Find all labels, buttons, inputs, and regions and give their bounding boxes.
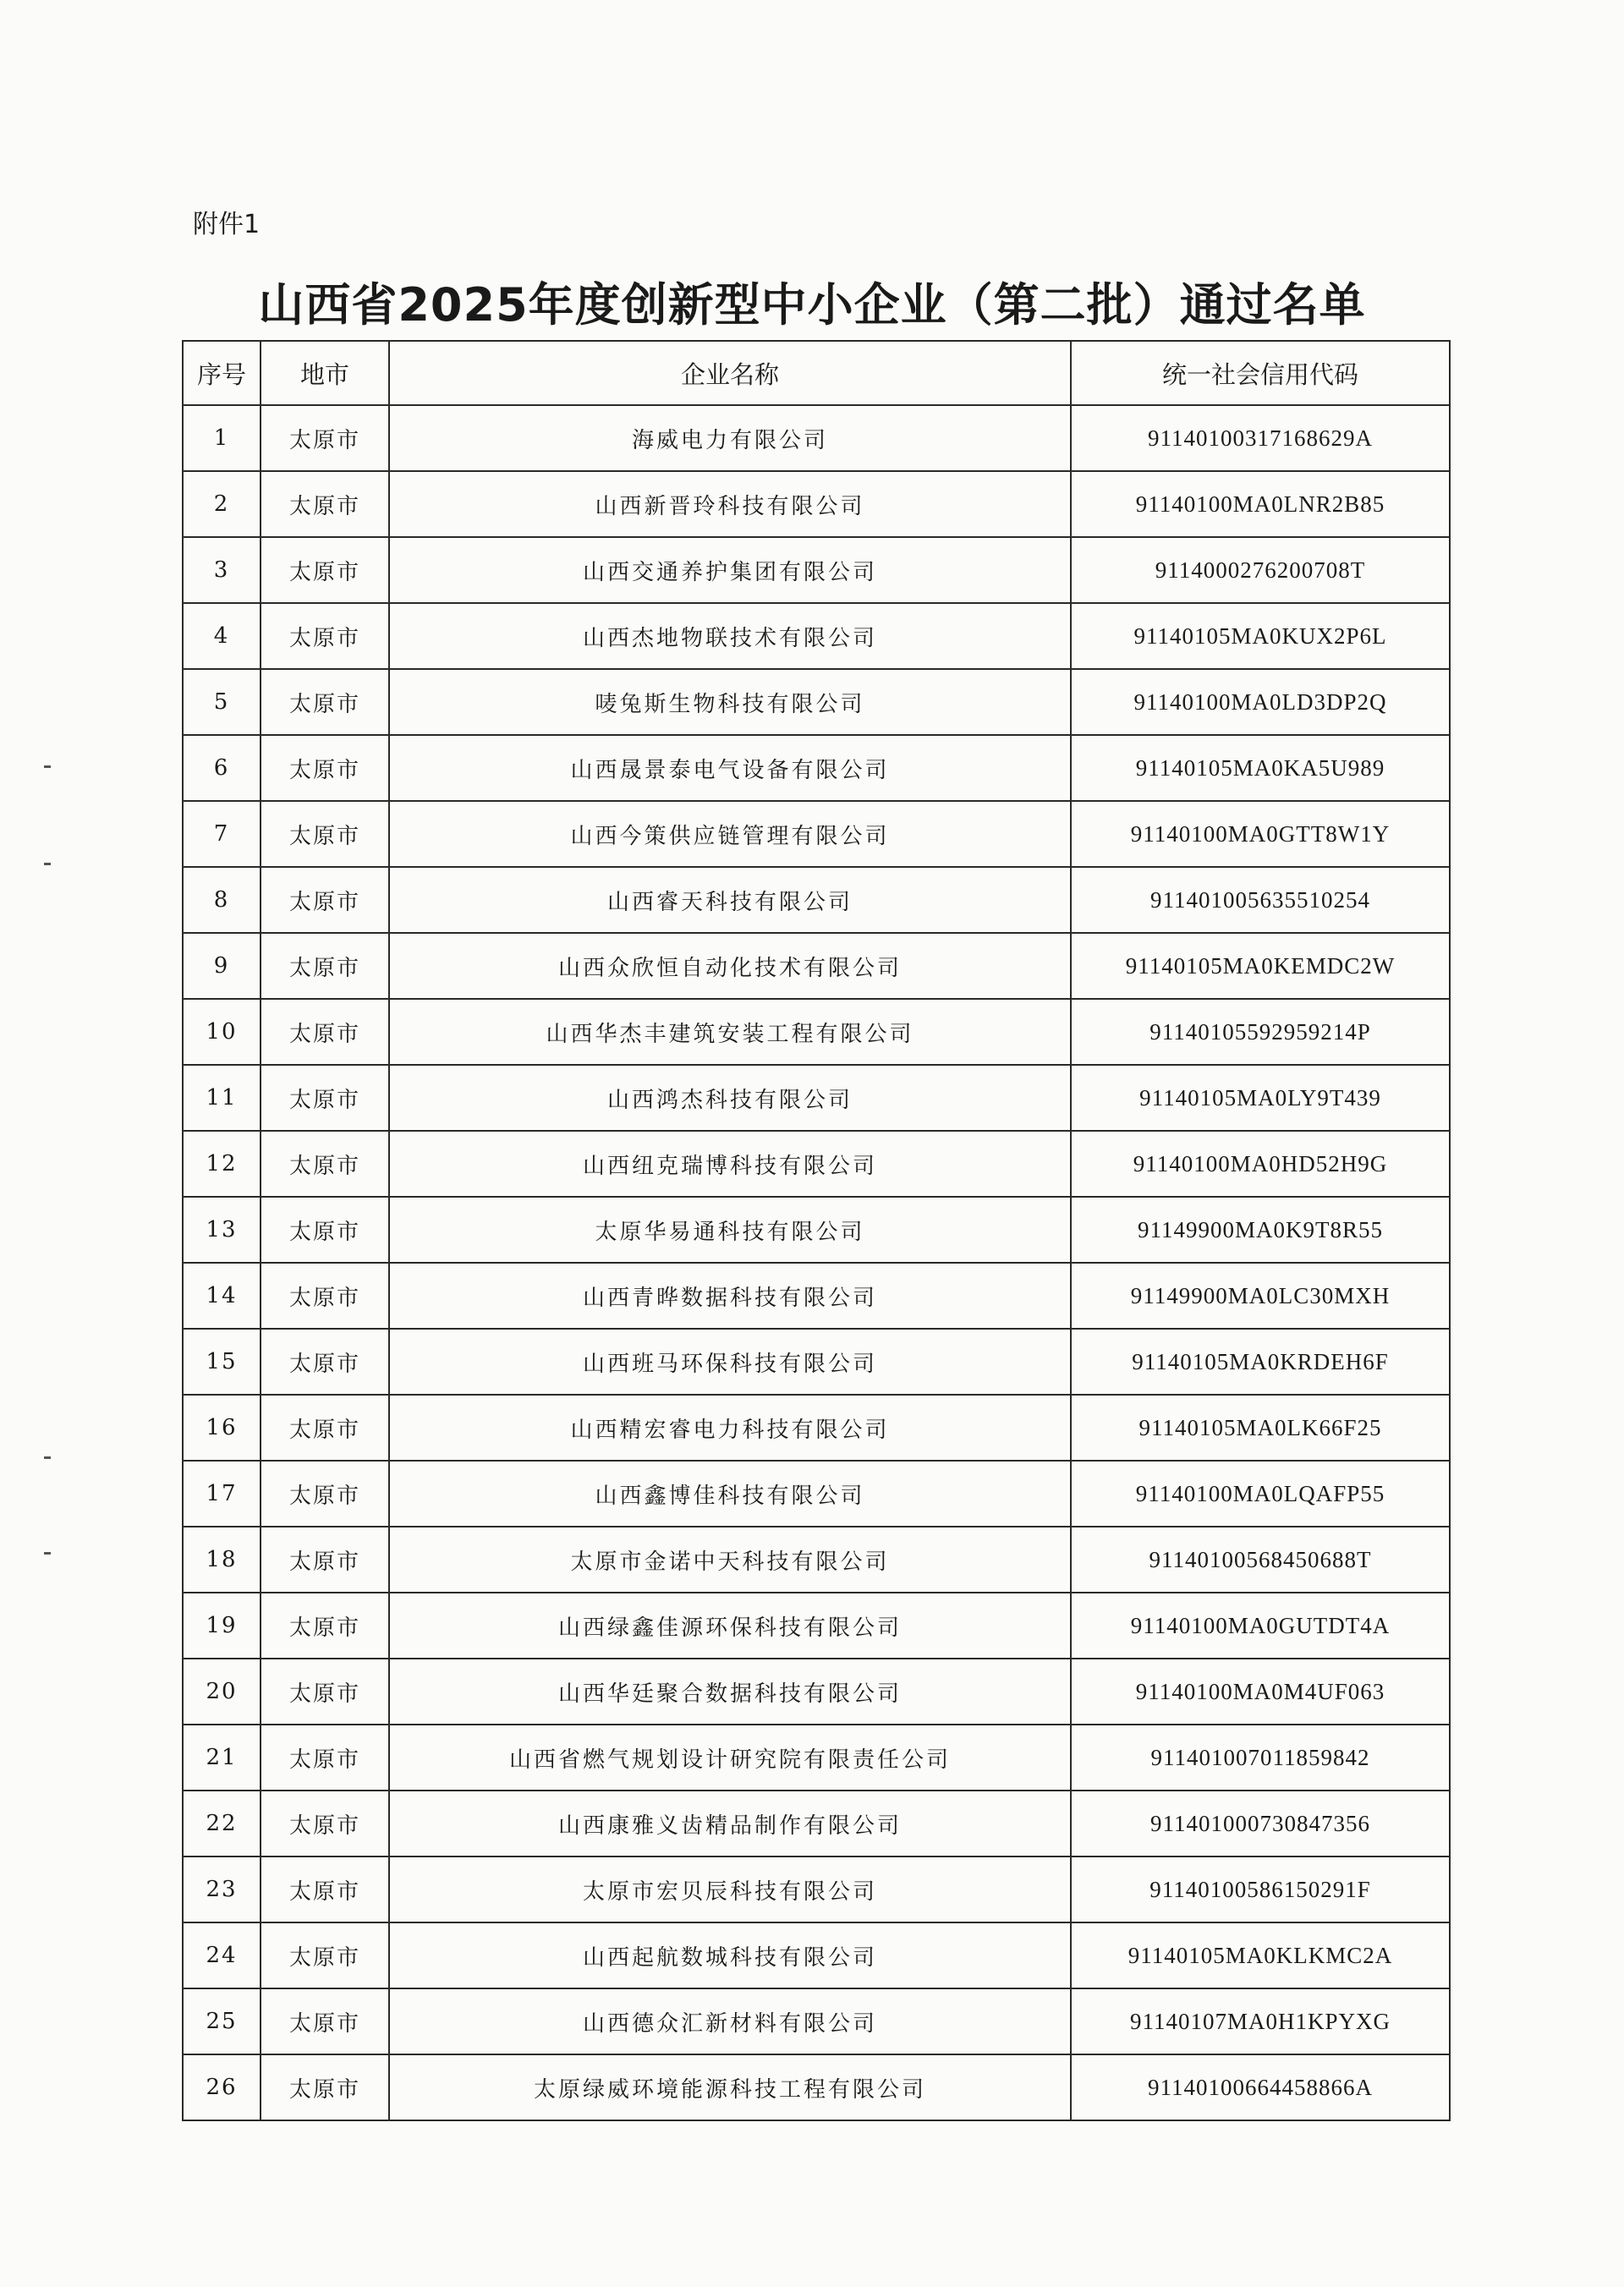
cell-code: 91140100MA0M4UF063 [1071,1659,1450,1725]
cell-city: 太原市 [261,1988,389,2054]
cell-no: 5 [183,669,261,735]
scan-mark [44,765,51,768]
cell-city: 太原市 [261,1131,389,1197]
cell-no: 22 [183,1791,261,1856]
cell-name: 太原绿威环境能源科技工程有限公司 [389,2054,1071,2120]
cell-city: 太原市 [261,801,389,867]
cell-no: 20 [183,1659,261,1725]
cell-code: 911401007011859842 [1071,1725,1450,1791]
cell-city: 太原市 [261,1527,389,1593]
table-row [183,1791,1450,1856]
cell-no: 23 [183,1856,261,1922]
cell-name: 山西绿鑫佳源环保科技有限公司 [389,1593,1071,1659]
cell-code: 91140100MA0LQAFP55 [1071,1461,1450,1527]
cell-name: 山西省燃气规划设计研究院有限责任公司 [389,1725,1071,1791]
cell-code: 91140105592959214P [1071,999,1450,1065]
cell-city: 太原市 [261,1065,389,1131]
cell-code: 91140105MA0KA5U989 [1071,735,1450,801]
scan-mark [44,1456,51,1459]
table-row [183,801,1450,867]
cell-name: 山西华廷聚合数据科技有限公司 [389,1659,1071,1725]
cell-code: 91149900MA0K9T8R55 [1071,1197,1450,1263]
attachment-label: 附件1 [193,210,261,239]
cell-no: 13 [183,1197,261,1263]
cell-city: 太原市 [261,537,389,603]
table-row [183,669,1450,735]
cell-city: 太原市 [261,735,389,801]
cell-no: 10 [183,999,261,1065]
cell-name: 唛兔斯生物科技有限公司 [389,669,1071,735]
scan-mark [44,1552,51,1555]
table-row [183,867,1450,933]
cell-no: 18 [183,1527,261,1593]
table-row [183,1593,1450,1659]
cell-city: 太原市 [261,2054,389,2120]
table-row [183,933,1450,999]
cell-city: 太原市 [261,1263,389,1329]
cell-no: 11 [183,1065,261,1131]
table-row [183,1659,1450,1725]
cell-name: 山西今策供应链管理有限公司 [389,801,1071,867]
cell-name: 山西起航数城科技有限公司 [389,1922,1071,1988]
cell-no: 24 [183,1922,261,1988]
table-row [183,1922,1450,1988]
cell-code: 91140100MA0GUTDT4A [1071,1593,1450,1659]
cell-code: 91140100586150291F [1071,1856,1450,1922]
cell-name: 山西班马环保科技有限公司 [389,1329,1071,1395]
cell-name: 海威电力有限公司 [389,405,1071,471]
table-row [183,1856,1450,1922]
cell-city: 太原市 [261,999,389,1065]
cell-code: 91149900MA0LC30MXH [1071,1263,1450,1329]
cell-city: 太原市 [261,1461,389,1527]
cell-city: 太原市 [261,1791,389,1856]
cell-no: 15 [183,1329,261,1395]
cell-code: 91140100664458866A [1071,2054,1450,2120]
cell-city: 太原市 [261,669,389,735]
cell-no: 14 [183,1263,261,1329]
cell-code: 91140105MA0LK66F25 [1071,1395,1450,1461]
header-name: 企业名称 [389,341,1071,405]
cell-code: 91140100MA0GTT8W1Y [1071,801,1450,867]
table-row [183,537,1450,603]
cell-name: 山西华杰丰建筑安装工程有限公司 [389,999,1071,1065]
cell-name: 山西众欣恒自动化技术有限公司 [389,933,1071,999]
cell-city: 太原市 [261,867,389,933]
cell-name: 山西精宏睿电力科技有限公司 [389,1395,1071,1461]
cell-city: 太原市 [261,603,389,669]
cell-code: 91140100317168629A [1071,405,1450,471]
cell-city: 太原市 [261,1856,389,1922]
table-row [183,2054,1450,2120]
cell-name: 山西鑫博佳科技有限公司 [389,1461,1071,1527]
cell-name: 山西新晋玲科技有限公司 [389,471,1071,537]
cell-city: 太原市 [261,1725,389,1791]
cell-name: 太原华易通科技有限公司 [389,1197,1071,1263]
cell-no: 17 [183,1461,261,1527]
cell-no: 7 [183,801,261,867]
table-row [183,1263,1450,1329]
cell-no: 2 [183,471,261,537]
cell-name: 太原市金诺中天科技有限公司 [389,1527,1071,1593]
table-row [183,1395,1450,1461]
cell-city: 太原市 [261,933,389,999]
cell-city: 太原市 [261,1395,389,1461]
header-city: 地市 [261,341,389,405]
table-row [183,1197,1450,1263]
cell-name: 山西青晔数据科技有限公司 [389,1263,1071,1329]
cell-code: 911401000730847356 [1071,1791,1450,1856]
cell-city: 太原市 [261,1329,389,1395]
cell-no: 9 [183,933,261,999]
table-row [183,471,1450,537]
cell-no: 3 [183,537,261,603]
header-no: 序号 [183,341,261,405]
cell-no: 21 [183,1725,261,1791]
cell-code: 911401005635510254 [1071,867,1450,933]
cell-no: 1 [183,405,261,471]
cell-code: 9114000276200708T [1071,537,1450,603]
cell-code: 91140105MA0KUX2P6L [1071,603,1450,669]
table-row [183,999,1450,1065]
cell-code: 91140100MA0HD52H9G [1071,1131,1450,1197]
cell-name: 山西康雅义齿精品制作有限公司 [389,1791,1071,1856]
cell-no: 19 [183,1593,261,1659]
cell-no: 25 [183,1988,261,2054]
cell-no: 4 [183,603,261,669]
table-row [183,735,1450,801]
cell-no: 8 [183,867,261,933]
cell-name: 山西杰地物联技术有限公司 [389,603,1071,669]
cell-code: 91140105MA0KRDEH6F [1071,1329,1450,1395]
cell-name: 太原市宏贝辰科技有限公司 [389,1856,1071,1922]
table-row [183,1065,1450,1131]
cell-city: 太原市 [261,1922,389,1988]
cell-name: 山西德众汇新材料有限公司 [389,1988,1071,2054]
cell-code: 91140105MA0KLKMC2A [1071,1922,1450,1988]
table-row [183,1988,1450,2054]
cell-no: 12 [183,1131,261,1197]
cell-name: 山西交通养护集团有限公司 [389,537,1071,603]
cell-name: 山西睿天科技有限公司 [389,867,1071,933]
cell-no: 16 [183,1395,261,1461]
cell-city: 太原市 [261,471,389,537]
scan-mark [44,863,51,865]
table-row [183,1131,1450,1197]
cell-code: 91140100MA0LNR2B85 [1071,471,1450,537]
cell-code: 91140107MA0H1KPYXG [1071,1988,1450,2054]
cell-name: 山西晟景泰电气设备有限公司 [389,735,1071,801]
cell-city: 太原市 [261,1593,389,1659]
cell-no: 26 [183,2054,261,2120]
table-row [183,405,1450,471]
cell-code: 91140100568450688T [1071,1527,1450,1593]
cell-code: 91140100MA0LD3DP2Q [1071,669,1450,735]
cell-city: 太原市 [261,1659,389,1725]
cell-name: 山西纽克瑞博科技有限公司 [389,1131,1071,1197]
table-header-row [183,341,1450,405]
header-code: 统一社会信用代码 [1071,341,1450,405]
cell-city: 太原市 [261,405,389,471]
enterprise-table [182,340,1451,2121]
table-row [183,603,1450,669]
page-title: 山西省2025年度创新型中小企业（第二批）通过名单 [258,278,1366,332]
table-row [183,1461,1450,1527]
table-row [183,1527,1450,1593]
table-row [183,1329,1450,1395]
cell-no: 6 [183,735,261,801]
cell-code: 91140105MA0LY9T439 [1071,1065,1450,1131]
table-row [183,1725,1450,1791]
cell-code: 91140105MA0KEMDC2W [1071,933,1450,999]
cell-name: 山西鸿杰科技有限公司 [389,1065,1071,1131]
cell-city: 太原市 [261,1197,389,1263]
table-body [183,405,1450,2120]
